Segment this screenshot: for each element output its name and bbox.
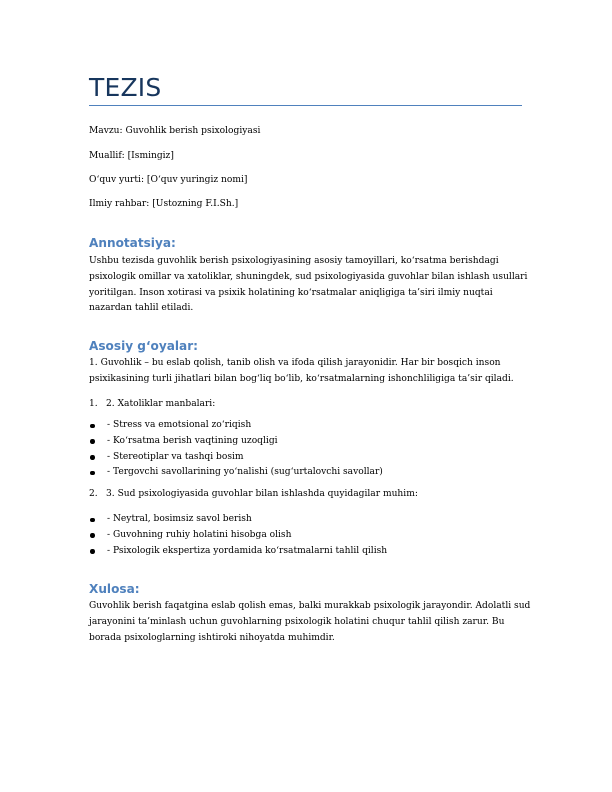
main-ideas-heading: Asosiy g‘oyalar: bbox=[89, 339, 199, 353]
numbered-item-1 bbox=[89, 398, 215, 411]
numbered-item-2 bbox=[89, 488, 418, 501]
main-ideas-intro-line: psixikasining turli jihatlari bilan bog‘liq bo‘lib, ko‘rsatmalarning ishonchliligiga ta’sir qiladi. bbox=[89, 373, 514, 384]
list-number: 1. bbox=[89, 399, 98, 409]
title-underline bbox=[89, 105, 522, 106]
document-title: TEZIS bbox=[89, 73, 162, 102]
list-item-text: 2. Xatoliklar manbalari: bbox=[106, 399, 216, 409]
conclusion-paragraph bbox=[89, 599, 531, 646]
list-item bbox=[89, 512, 387, 528]
conclusion-line: borada psixologlarning ishtiroki nihoyatda muhimdir. bbox=[89, 632, 335, 643]
meta-topic: Mavzu: Guvohlik berish psixologiyasi bbox=[89, 126, 261, 136]
list-item bbox=[89, 544, 387, 560]
annotation-line: nazardan tahlil etiladi. bbox=[89, 303, 194, 314]
conclusion-heading: Xulosa: bbox=[89, 582, 140, 596]
list-item-text: - Neytral, bosimsiz savol berish bbox=[107, 514, 252, 524]
meta-school: O‘quv yurti: [O‘quv yuringiz nomi] bbox=[89, 175, 248, 185]
main-ideas-intro bbox=[89, 356, 525, 388]
main-ideas-intro-line: 1. Guvohlik – bu eslab qolish, tanib olish va ifoda qilish jarayonidir. Har bir bosqich inson bbox=[89, 358, 501, 368]
list-item-text: 3. Sud psixologiyasida guvohlar bilan ishlashda quyidagilar muhim: bbox=[106, 489, 418, 499]
list-item-text: - Stress va emotsional zo‘riqish bbox=[107, 420, 252, 430]
witness-practices-list bbox=[89, 512, 387, 559]
annotation-paragraph bbox=[89, 254, 528, 317]
annotation-line: yoritilgan. Inson xotirasi va psixik holatining ko‘rsatmalar aniqligiga ta’siri ilmiy nuqtai bbox=[89, 287, 493, 298]
error-sources-list bbox=[89, 418, 383, 481]
bullet-icon bbox=[90, 424, 95, 429]
list-item-text: - Stereotiplar va tashqi bosim bbox=[107, 451, 244, 462]
list-item-text: - Ko‘rsatma berish vaqtining uzoqligi bbox=[107, 435, 278, 446]
bullet-icon bbox=[90, 455, 95, 460]
list-item bbox=[89, 450, 383, 466]
bullet-icon bbox=[90, 533, 95, 538]
bullet-icon bbox=[90, 549, 95, 554]
conclusion-line: Guvohlik berish faqatgina eslab qolish emas, balki murakkab psixologik jarayondir. Adolatli sud bbox=[89, 601, 531, 611]
annotation-heading: Annotatsiya: bbox=[89, 236, 176, 250]
list-item bbox=[89, 528, 387, 544]
list-item-text: - Tergovchi savollarining yo‘nalishi (sug‘urtalovchi savollar) bbox=[107, 467, 383, 478]
annotation-line: Ushbu tezisda guvohlik berish psixologiyasining asosiy tamoyillari, ko‘rsatma berishdagi bbox=[89, 256, 499, 266]
conclusion-line: jarayonini ta’minlash uchun guvohlarning psixologik holatini chuqur tahlil qilish zarur. Bu bbox=[89, 616, 505, 627]
list-item bbox=[89, 434, 383, 450]
annotation-line: psixologik omillar va xatoliklar, shuningdek, sud psixologiyasida guvohlar bilan ishlash usullari bbox=[89, 271, 528, 282]
list-item-text: - Psixologik ekspertiza yordamida ko‘rsatmalarni tahlil qilish bbox=[107, 545, 388, 556]
list-number: 2. bbox=[89, 489, 98, 499]
meta-author: Muallif: [Ismingiz] bbox=[89, 151, 174, 161]
meta-advisor: Ilmiy rahbar: [Ustozning F.I.Sh.] bbox=[89, 199, 239, 209]
bullet-icon bbox=[90, 471, 95, 476]
list-item bbox=[89, 418, 383, 434]
list-item-text: - Guvohning ruhiy holatini hisobga olish bbox=[107, 529, 292, 540]
bullet-icon bbox=[90, 439, 95, 444]
list-item bbox=[89, 465, 383, 481]
bullet-icon bbox=[90, 518, 95, 523]
